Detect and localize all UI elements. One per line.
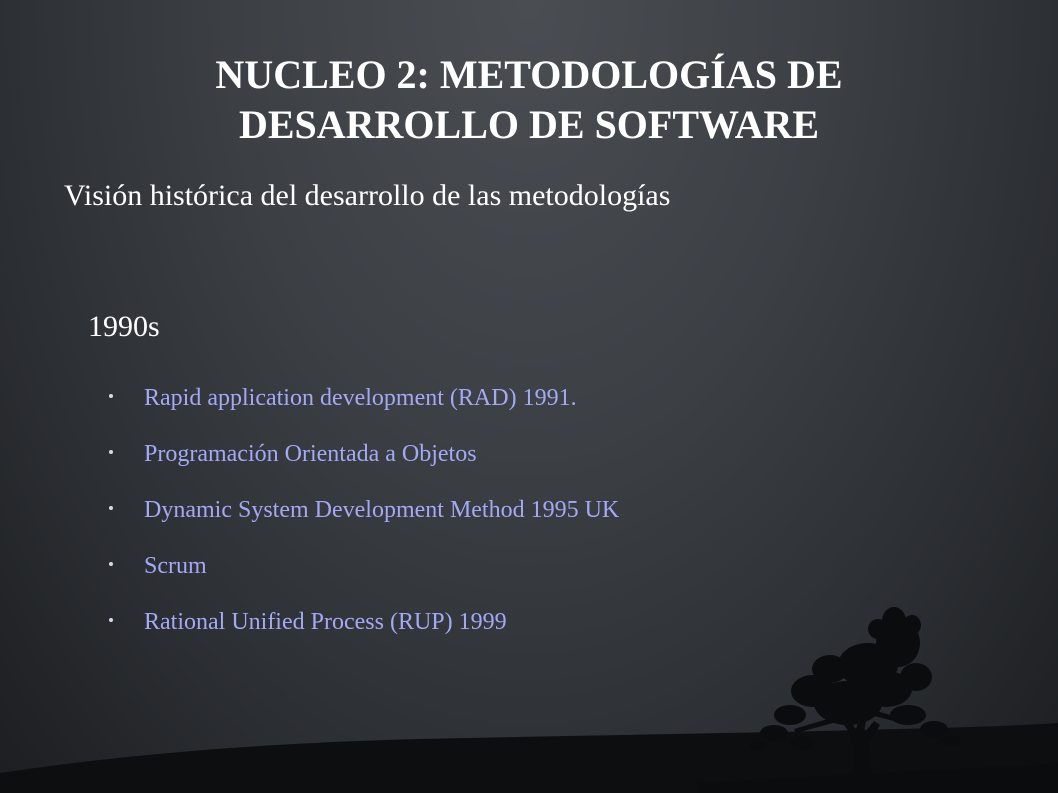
- bullet-icon: [109, 394, 113, 398]
- bullet-icon: [109, 506, 113, 510]
- bullet-icon: [109, 562, 113, 566]
- list-item-text: Programación Orientada a Objetos: [144, 441, 477, 467]
- slide-title: [0, 50, 1058, 150]
- list-item-text: Rapid application development (RAD) 1991.: [144, 385, 577, 411]
- list-item: [106, 370, 619, 426]
- list-item-text: Scrum: [144, 553, 207, 579]
- list-item: [106, 426, 619, 482]
- list-item-text: Rational Unified Process (RUP) 1999: [144, 609, 507, 635]
- methodology-list: [106, 370, 619, 650]
- bullet-icon: [109, 450, 113, 454]
- slide-subtitle: Visión histórica del desarrollo de las metodologías: [64, 179, 671, 212]
- bullet-icon: [109, 618, 113, 622]
- slide-title-line-1: NUCLEO 2: METODOLOGÍAS DE: [215, 52, 843, 97]
- list-item-text: Dynamic System Development Method 1995 UK: [144, 497, 620, 523]
- tree-silhouette-icon: [698, 603, 1058, 793]
- slide-title-line-2: DESARROLLO DE SOFTWARE: [238, 102, 820, 147]
- decade-heading: 1990s: [88, 310, 160, 343]
- list-item: [106, 482, 619, 538]
- list-item: [106, 538, 619, 594]
- list-item: [106, 594, 619, 650]
